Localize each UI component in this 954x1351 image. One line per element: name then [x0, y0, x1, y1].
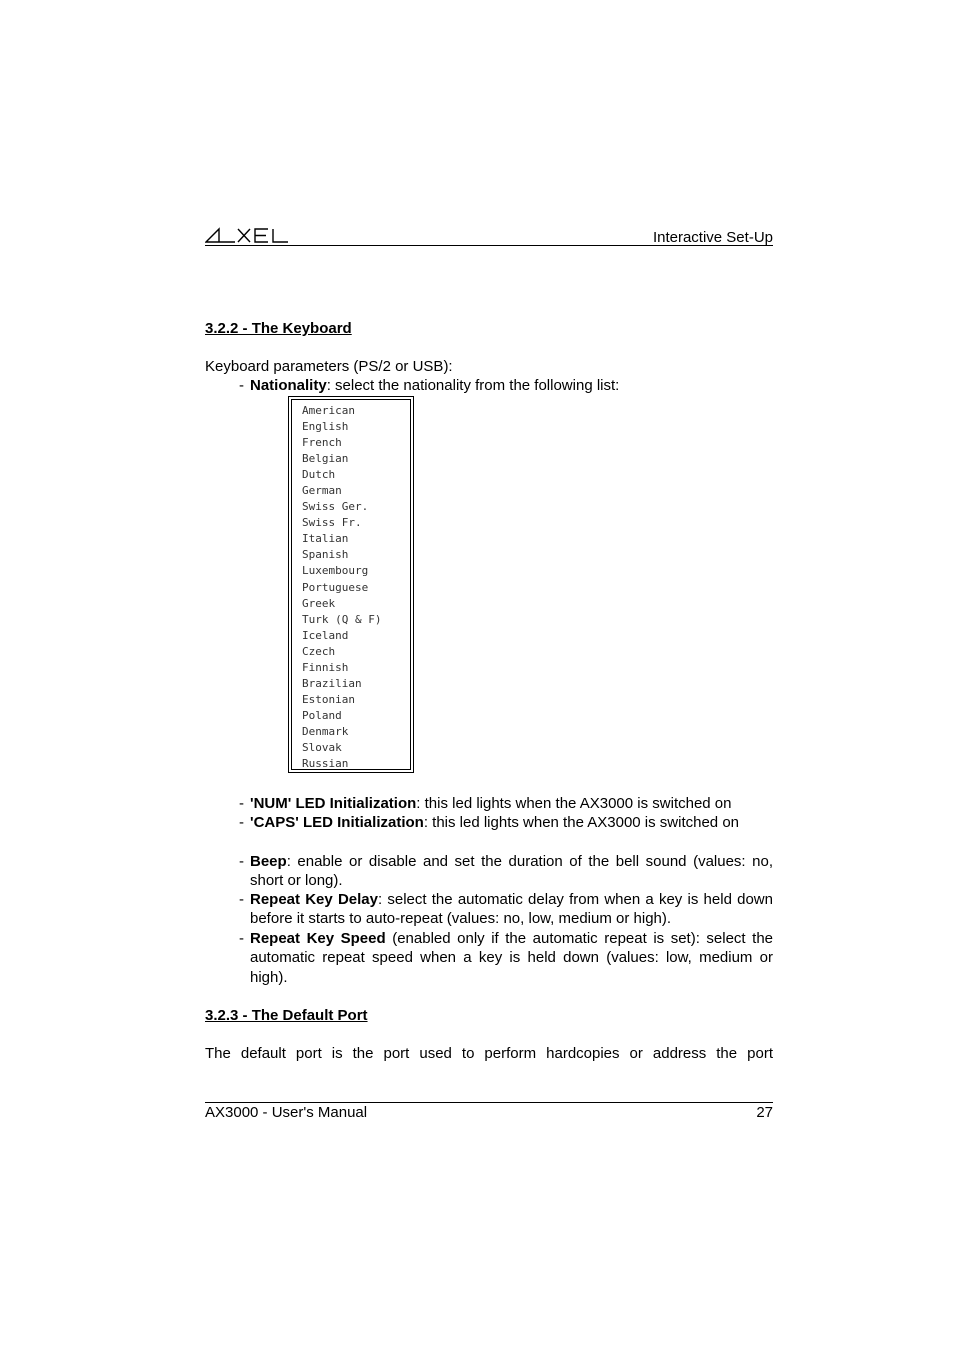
bullet-desc: (enabled only if the automatic repeat is set): select the automatic repeat speed when a key is held down (values: low, medium or high).	[250, 930, 774, 986]
nationality-item: Russian	[302, 757, 349, 771]
nationality-item: Turk (Q & F)	[302, 612, 382, 626]
bullet-dash: -	[239, 377, 244, 394]
default-port-text: The default port is the port used to perform hardcopies or address the port	[205, 1045, 773, 1062]
nationality-item: American	[302, 404, 355, 417]
bullet-term: 'CAPS' LED Initialization	[250, 814, 424, 831]
nationality-list-box	[288, 396, 414, 773]
bullet-beep	[239, 852, 773, 891]
bullet-dash: -	[239, 795, 244, 812]
nationality-item: Estonian	[302, 692, 355, 706]
footer-manual-title: AX3000 - User's Manual	[205, 1104, 368, 1121]
bullet-term: Repeat Key Delay	[250, 891, 378, 908]
nationality-item: Dutch	[302, 468, 336, 482]
nationality-item: Brazilian	[302, 676, 362, 690]
nationality-item: French	[302, 436, 342, 450]
bullet-dash: -	[239, 853, 244, 870]
bullet-term: Repeat Key Speed	[250, 930, 386, 947]
bullet-desc: : select the automatic delay from when a key is held down before it starts to auto-repeat (values: no, low, medium or high).	[250, 891, 773, 928]
nationality-list	[302, 403, 381, 772]
bullet-desc: : enable or disable and set the duration of the bell sound (values: no, short or long).	[250, 853, 773, 890]
nationality-item: Czech	[302, 644, 336, 658]
nationality-item: Poland	[302, 708, 342, 722]
nationality-item: Finnish	[302, 660, 349, 674]
bullet-dash: -	[239, 814, 244, 831]
section-title-keyboard: 3.2.2 - The Keyboard	[205, 320, 352, 337]
bullet-dash: -	[239, 891, 244, 908]
bullet-term: 'NUM' LED Initialization	[250, 795, 417, 812]
bullet-term: Beep	[250, 853, 287, 870]
nationality-item: Portuguese	[302, 580, 369, 594]
keyboard-intro: Keyboard parameters (PS/2 or USB):	[205, 358, 453, 375]
bullet-desc: : this led lights when the AX3000 is switched on	[423, 814, 740, 831]
bullet-desc: : this led lights when the AX3000 is switched on	[416, 795, 732, 812]
nationality-item: Italian	[302, 532, 349, 546]
bullet-dash: -	[239, 930, 244, 947]
axel-logo	[205, 226, 289, 244]
nationality-item: Greek	[302, 596, 336, 610]
header-section-name: Interactive Set-Up	[652, 229, 773, 246]
nationality-item: Belgian	[302, 452, 349, 466]
nationality-item: English	[302, 420, 349, 434]
bullet-num-led	[239, 794, 773, 813]
nationality-item: Slovak	[302, 740, 342, 754]
nationality-item: Swiss Fr.	[302, 516, 362, 530]
section-title-default-port: 3.2.3 - The Default Port	[205, 1007, 368, 1024]
nationality-item: Luxembourg	[302, 564, 369, 578]
bullet-nationality	[239, 376, 773, 395]
page-number: 27	[756, 1104, 773, 1121]
nationality-item: Swiss Ger.	[302, 500, 369, 514]
nationality-item: Denmark	[302, 724, 349, 738]
bullet-term: Nationality	[250, 377, 327, 394]
bullet-desc: : select the nationality from the following list:	[326, 377, 620, 394]
header-divider	[205, 245, 773, 246]
bullet-caps-led	[239, 813, 773, 832]
nationality-item: German	[302, 484, 342, 498]
nationality-item: Spanish	[302, 548, 349, 562]
bullet-repeat-key-delay	[239, 890, 773, 929]
bullet-repeat-key-speed	[239, 929, 773, 987]
nationality-item: Iceland	[302, 628, 349, 642]
footer-divider	[205, 1102, 773, 1103]
